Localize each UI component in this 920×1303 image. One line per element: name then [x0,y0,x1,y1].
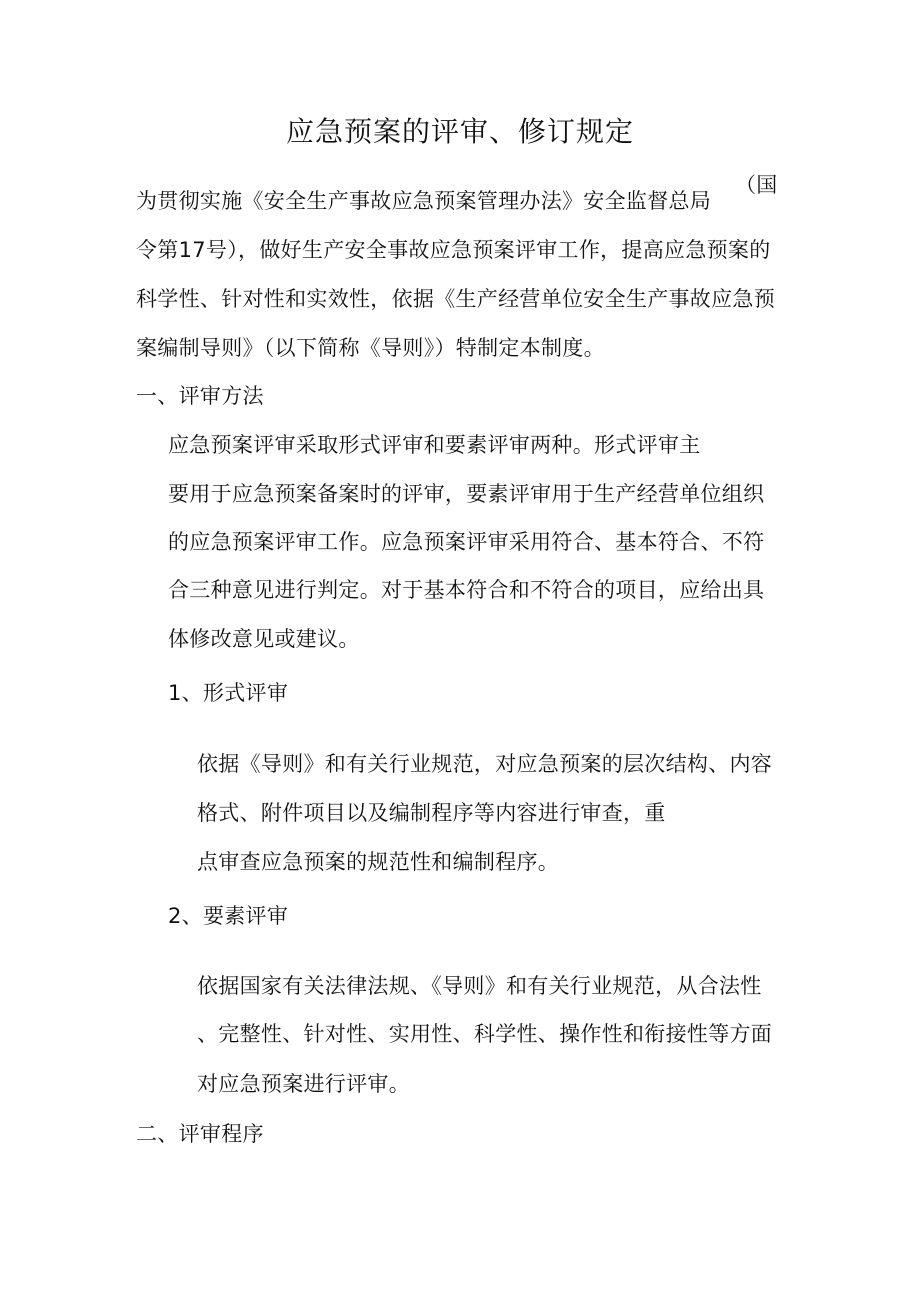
section-2-heading: 二、评审程序 [136,1122,264,1146]
section-1-para-line-2: 要用于应急预案备案时的评审，要素评审用于生产经营单位组织 [168,482,765,506]
section-1-para-line-1: 应急预案评审采取形式评审和要素评审两种。形式评审主 [168,433,701,457]
document-title: 应急预案的评审、修订规定 [285,115,634,148]
subsection-1-line-1: 依据《导则》和有关行业规范，对应急预案的层次结构、内容 [197,752,773,776]
intro-line-1-tail: （国 [735,173,778,197]
intro-line-2: 令第17号），做好生产安全事故应急预案评审工作，提高应急预案的 [136,238,771,262]
section-1-para-line-3: 的应急预案评审工作。应急预案评审采用符合、基本符合、不符 [168,530,765,554]
subsection-2-line-3: 对应急预案进行评审。 [197,1072,410,1096]
subsection-1-line-2: 格式、附件项目以及编制程序等内容进行审查，重 [197,801,666,825]
subsection-1-line-3: 点审查应急预案的规范性和编制程序。 [197,850,560,874]
intro-line-4: 案编制导则》（以下简称《导则》）特制定本制度。 [136,336,605,360]
section-1-para-line-4: 合三种意见进行判定。对于基本符合和不符合的项目，应给出具 [168,578,765,602]
subsection-2-line-1: 依据国家有关法律法规、《导则》和有关行业规范，从合法性 [197,974,762,998]
subsection-2-heading: 2、要素评审 [168,904,289,928]
subsection-2-line-2: 、完整性、针对性、实用性、科学性、操作性和衔接性等方面 [197,1022,773,1046]
section-1-para-line-5: 体修改意见或建议。 [168,627,360,651]
intro-line-1: 为贯彻实施《安全生产事故应急预案管理办法》安全监督总局 [136,189,712,213]
subsection-1-heading: 1、形式评审 [168,681,289,705]
intro-line-3: 科学性、针对性和实效性，依据《生产经营单位安全生产事故应急预 [136,287,775,311]
section-1-heading: 一、评审方法 [136,384,264,408]
